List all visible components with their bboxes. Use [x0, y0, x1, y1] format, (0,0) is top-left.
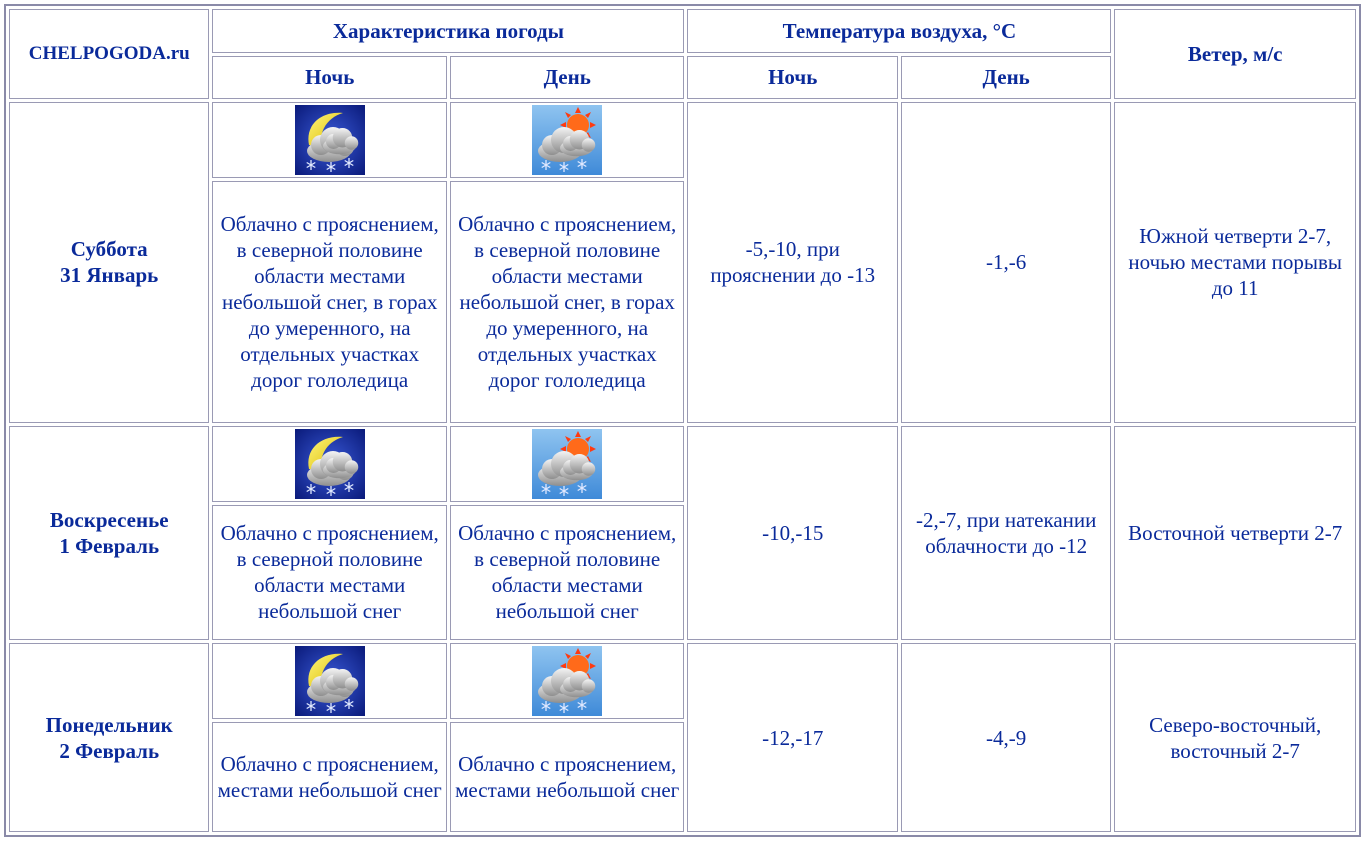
temp-night: -5,-10, при прояснении до -13	[687, 102, 897, 422]
temp-night-header: Ночь	[687, 56, 897, 100]
day-label	[9, 643, 209, 832]
wind: Восточной четверти 2-7	[1114, 426, 1356, 641]
night-icon-cell	[212, 426, 447, 502]
night-icon-cell	[212, 643, 447, 719]
day-label	[9, 102, 209, 422]
sun-cloud-snow-icon	[532, 429, 602, 499]
day-label	[9, 426, 209, 641]
day-description: Облачно с прояснением, в северной половине области местами небольшой снег, в горах до умеренного, на отдельных участках дорог гололедица	[450, 181, 685, 422]
air-temp-header: Температура воздуха, °С	[687, 9, 1111, 53]
moon-cloud-snow-icon	[295, 429, 365, 499]
weekday: Воскресенье	[49, 507, 169, 532]
wind: Южной четверти 2-7, ночью местами порывы до 11	[1114, 102, 1356, 422]
day-description: Облачно с прояснением, местами небольшой снег	[450, 722, 685, 832]
temp-day: -4,-9	[901, 643, 1111, 832]
temp-night: -12,-17	[687, 643, 897, 832]
day-icon-cell	[450, 102, 685, 178]
temp-day: -1,-6	[901, 102, 1111, 422]
weekday: Понедельник	[45, 712, 173, 737]
weather-night-header: Ночь	[212, 56, 447, 100]
moon-cloud-snow-icon	[295, 105, 365, 175]
date: 2 Февраль	[59, 738, 160, 763]
date: 1 Февраль	[59, 533, 160, 558]
weekday: Суббота	[70, 237, 148, 262]
site-name: CHELPOGODA.ru	[9, 9, 209, 99]
night-icon-cell	[212, 102, 447, 178]
night-description: Облачно с прояснением, в северной половине области местами небольшой снег	[212, 505, 447, 641]
sun-cloud-snow-icon	[532, 105, 602, 175]
temp-day-header: День	[901, 56, 1111, 100]
moon-cloud-snow-icon	[295, 646, 365, 716]
wind: Северо-восточный, восточный 2-7	[1114, 643, 1356, 832]
day-icon-cell	[450, 426, 685, 502]
date: 31 Январь	[60, 263, 159, 288]
day-description: Облачно с прояснением, в северной половине области местами небольшой снег	[450, 505, 685, 641]
night-description: Облачно с прояснением, местами небольшой снег	[212, 722, 447, 832]
weather-day-header: День	[450, 56, 685, 100]
sun-cloud-snow-icon	[532, 646, 602, 716]
weather-char-header: Характеристика погоды	[212, 9, 684, 53]
night-description: Облачно с прояснением, в северной половине области местами небольшой снег, в горах до умеренного, на отдельных участках дорог гололедица	[212, 181, 447, 422]
day-icon-cell	[450, 643, 685, 719]
temp-night: -10,-15	[687, 426, 897, 641]
wind-header: Ветер, м/с	[1114, 9, 1356, 99]
temp-day: -2,-7, при натекании облачности до -12	[901, 426, 1111, 641]
forecast-table	[4, 4, 1361, 837]
